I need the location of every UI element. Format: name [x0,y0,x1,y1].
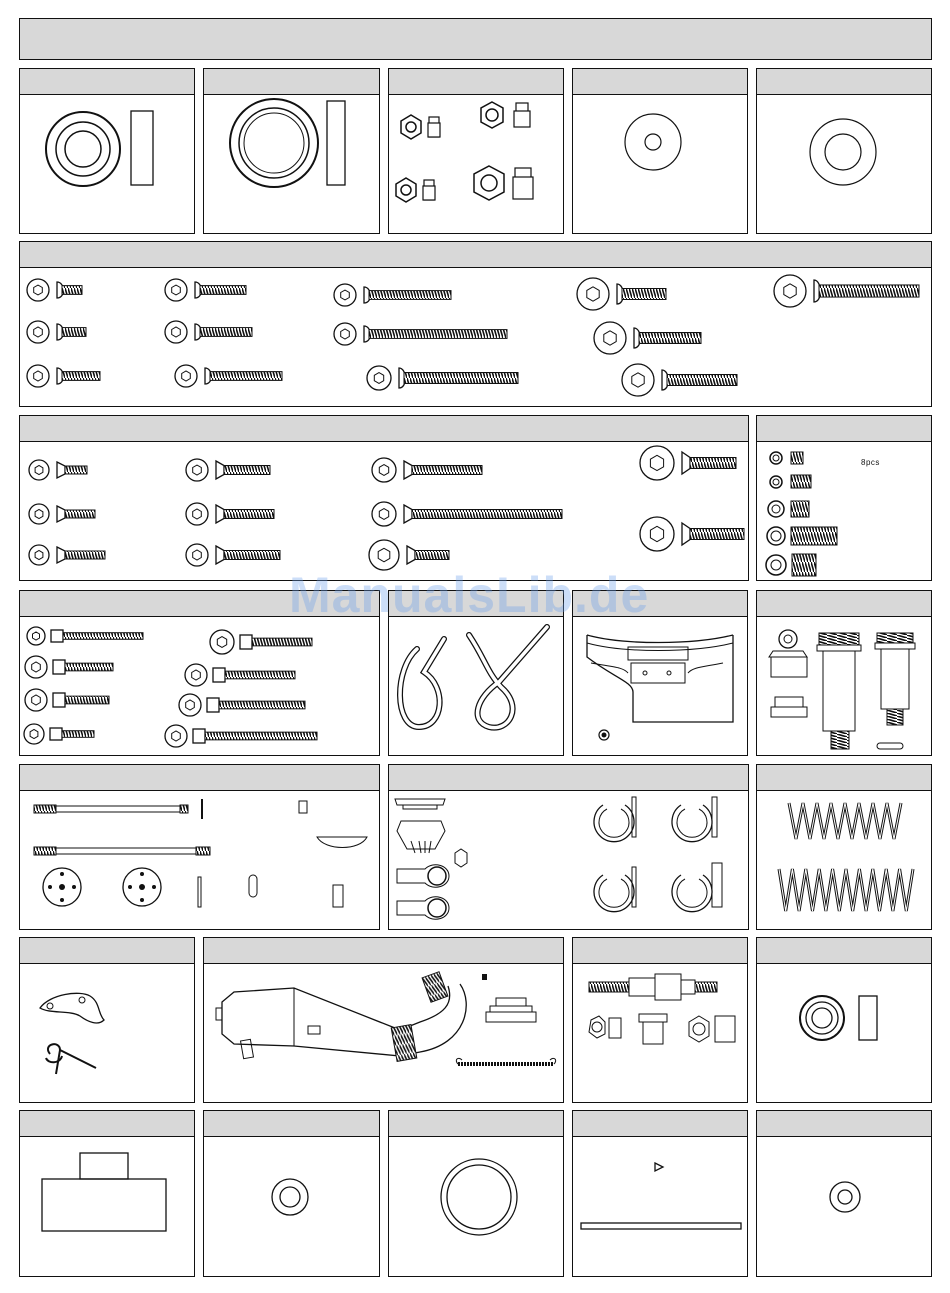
washer-icon [757,95,931,233]
parts-box-washer-b [756,68,932,234]
parts-box-exhaust [203,937,564,1103]
parts-box-bearing-small [19,68,195,234]
box-header [389,765,748,791]
nut-icon [389,95,563,233]
box-header [573,938,747,964]
countersunk-screw-icon [20,442,748,580]
o-ring-icon [204,1137,379,1276]
parts-box-bearing-c [756,937,932,1103]
rod-icon [573,1137,747,1276]
watermark: ManualsLib.de [289,567,650,623]
parts-box-washer-a [572,68,748,234]
box-header [204,938,563,964]
o-ring-icon [389,1137,563,1276]
wing-icon [573,617,747,755]
bearing-icon [204,95,379,233]
parts-box-rod [572,1110,748,1277]
shock-icon [757,617,931,755]
block-icon [20,1137,194,1276]
parts-box-bearing-large [203,68,380,234]
parts-box-axle-nuts [572,937,748,1103]
set-screw-icon [757,442,931,580]
parts-box-set-screws [756,415,932,581]
box-header [757,938,931,964]
axle-icon [573,964,747,1102]
shock-shaft-icon [20,791,379,929]
box-header [20,1111,194,1137]
box-header [389,1111,563,1137]
box-header [20,938,194,964]
parts-box-shock-springs [756,764,932,930]
body-clip-icon [389,617,563,755]
page-header-band [19,18,932,60]
bearing-icon [20,95,194,233]
parts-box-ring-large [388,1110,564,1277]
box-header [757,765,931,791]
box-header [204,69,379,95]
box-header [757,591,931,617]
box-header [573,1111,747,1137]
washer-icon [757,1137,931,1276]
cap-head-screw-icon [20,617,379,755]
ball-end-icon [389,791,748,929]
box-header [20,69,194,95]
bearing-icon [757,964,931,1102]
box-header [20,242,931,268]
linkage-icon [20,964,194,1102]
parts-box-countersunk-screws [19,415,749,581]
box-header [20,416,748,442]
button-head-screw-icon [20,268,931,406]
box-header [757,416,931,442]
quantity-label: 8pcs [861,458,880,467]
box-header [573,69,747,95]
parts-box-servo-saver [19,937,195,1103]
parts-box-pivot-balls-clips [388,764,749,930]
parts-box-button-head-screws [19,241,932,407]
parts-box-shock-parts [756,590,932,756]
box-header [757,1111,931,1137]
exhaust-pipe-icon [204,964,563,1102]
parts-box-block [19,1110,195,1277]
box-header [757,69,931,95]
washer-icon [573,95,747,233]
box-header [389,69,563,95]
box-header [204,1111,379,1137]
box-header [20,765,379,791]
parts-box-lock-nuts [388,68,564,234]
spring-icon [757,791,931,929]
parts-box-shock-shafts [19,764,380,930]
parts-box-washer-small [756,1110,932,1277]
parts-box-ring-small [203,1110,380,1277]
